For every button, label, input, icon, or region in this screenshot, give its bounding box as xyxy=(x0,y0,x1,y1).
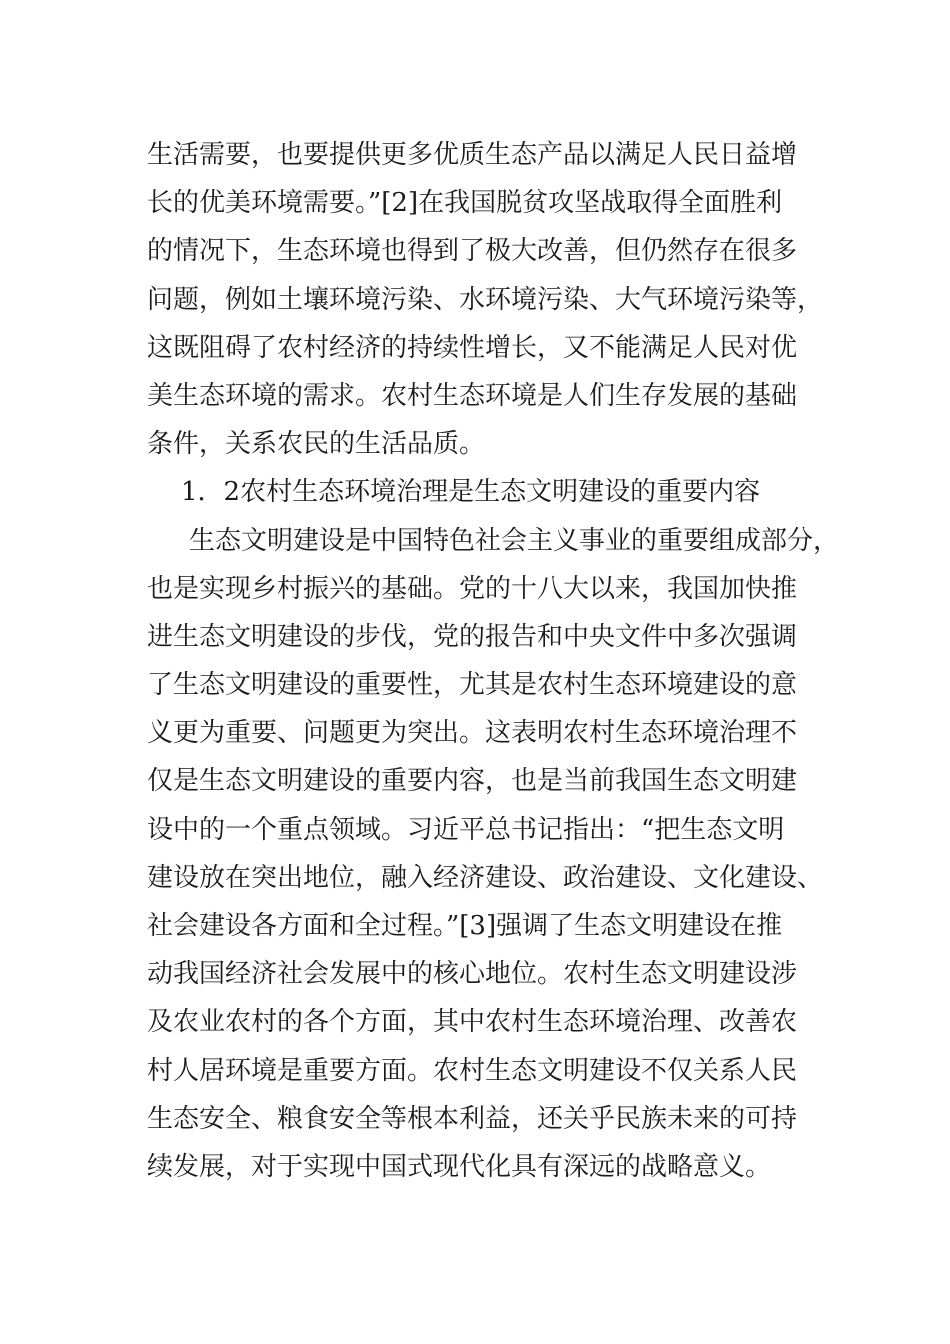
paragraph-line: 了生态文明建设的重要性，尤其是农村生态环境建设的意 xyxy=(147,670,798,701)
paragraph-line: 建设放在突出地位，融入经济建设、政治建设、文化建设、 xyxy=(147,862,824,893)
paragraph-line: 也是实现乡村振兴的基础。党的十八大以来，我国加快推 xyxy=(147,573,798,604)
paragraph-line: 仅是生态文明建设的重要内容，也是当前我国生态文明建 xyxy=(147,766,798,797)
text-line: 的情况下，生态环境也得到了极大改善，但仍然存在很多 xyxy=(147,236,798,267)
text-line: 长的优美环境需要。”[2]在我国脱贫攻坚战取得全面胜利 xyxy=(147,188,783,219)
text-line: 美生态环境的需求。农村生态环境是人们生存发展的基础 xyxy=(147,380,798,411)
paragraph-line: 动我国经济社会发展中的核心地位。农村生态文明建设涉 xyxy=(147,959,798,990)
text-line: 条件，关系农民的生活品质。 xyxy=(147,429,486,460)
paragraph-line: 设中的一个重点领域。习近平总书记指出：“把生态文明 xyxy=(147,814,785,845)
document-body xyxy=(147,131,840,1191)
text-line: 生活需要，也要提供更多优质生态产品以满足人民日益增 xyxy=(147,140,798,170)
paragraph-line: 生态安全、粮食安全等根本利益，还关乎民族未来的可持 xyxy=(147,1103,798,1134)
paragraph-line: 进生态文明建设的步伐，党的报告和中央文件中多次强调 xyxy=(147,621,798,652)
paragraph-line: 村人居环境是重要方面。农村生态文明建设不仅关系人民 xyxy=(147,1055,798,1086)
paragraph-line: 及农业农村的各个方面，其中农村生态环境治理、改善农 xyxy=(147,1007,798,1038)
paragraph-line: 社会建设各方面和全过程。”[3]强调了生态文明建设在推 xyxy=(147,911,783,941)
text-line: 问题，例如土壤环境污染、水环境污染、大气环境污染等， xyxy=(147,284,824,315)
section-heading: 1．2农村生态环境治理是生态文明建设的重要内容 xyxy=(181,477,761,508)
text-line: 这既阻碍了农村经济的持续性增长，又不能满足人民对优 xyxy=(147,332,798,363)
paragraph-line: 义更为重要、问题更为突出。这表明农村生态环境治理不 xyxy=(147,718,798,749)
paragraph-line: 续发展，对于实现中国式现代化具有深远的战略意义。 xyxy=(147,1151,772,1182)
paragraph-line: 生态文明建设是中国特色社会主义事业的重要组成部分， xyxy=(189,525,840,556)
